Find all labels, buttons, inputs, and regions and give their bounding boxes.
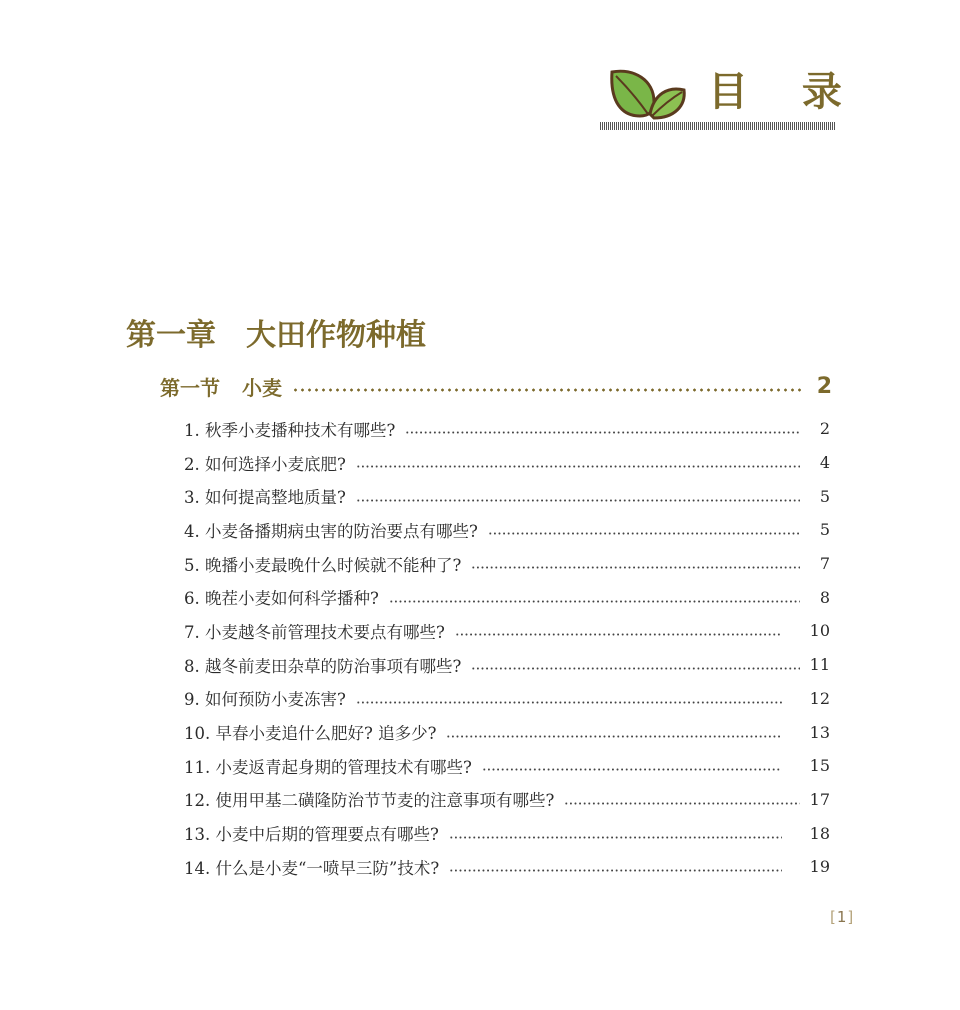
entry-page-number: 5	[819, 520, 830, 540]
dot-leader	[356, 701, 782, 704]
page-number	[830, 908, 854, 926]
dot-leader	[449, 869, 782, 872]
entry-title: 8. 越冬前麦田杂草的防治事项有哪些?	[184, 656, 462, 676]
entry-title: 9. 如何预防小麦冻害?	[184, 690, 346, 710]
toc-entry[interactable]	[184, 816, 830, 850]
dot-leader	[488, 532, 800, 535]
entry-page-number: 7	[819, 554, 830, 574]
dot-leader	[564, 802, 800, 805]
dot-leader	[471, 667, 800, 670]
dot-leader	[292, 388, 802, 392]
toc-entry[interactable]	[184, 682, 830, 716]
toc-entry[interactable]	[184, 648, 830, 682]
entry-title: 2. 如何选择小麦底肥?	[184, 454, 346, 474]
toc-entry[interactable]	[184, 412, 830, 446]
entry-title: 4. 小麦备播期病虫害的防治要点有哪些?	[184, 521, 478, 541]
entry-page-number: 4	[819, 453, 830, 473]
page-number-value: 1	[836, 908, 848, 926]
entry-title: 12. 使用甲基二磺隆防治节节麦的注意事项有哪些?	[184, 791, 555, 811]
toc-entry[interactable]	[184, 850, 830, 884]
dot-leader	[471, 566, 800, 569]
dot-leader	[389, 600, 800, 603]
entry-title: 7. 小麦越冬前管理技术要点有哪些?	[184, 622, 445, 642]
entry-title: 3. 如何提高整地质量?	[184, 488, 346, 508]
chapter-heading[interactable]	[126, 316, 426, 356]
toc-entry[interactable]	[184, 749, 830, 783]
entry-page-number: 11	[809, 655, 830, 675]
entry-page-number: 13	[809, 722, 830, 742]
entry-page-number: 18	[809, 823, 830, 843]
entry-page-number: 2	[819, 419, 830, 439]
toc-entry[interactable]	[184, 783, 830, 817]
entry-title: 14. 什么是小麦“一喷早三防”技术?	[184, 858, 440, 878]
entry-page-number: 12	[809, 688, 830, 708]
section-title: 小麦	[242, 375, 282, 400]
entry-page-number: 8	[819, 587, 830, 607]
toc-entry[interactable]	[184, 513, 830, 547]
entry-page-number: 5	[819, 486, 830, 506]
dot-leader	[446, 735, 782, 738]
entry-title: 11. 小麦返青起身期的管理技术有哪些?	[184, 757, 472, 777]
entry-title: 10. 早春小麦追什么肥好? 追多少?	[184, 724, 437, 744]
entry-title: 6. 晚茬小麦如何科学播种?	[184, 589, 379, 609]
chapter-title: 大田作物种植	[246, 318, 426, 353]
dot-leader	[455, 633, 782, 636]
section-number: 第一节	[160, 375, 220, 400]
dot-leader	[482, 768, 782, 771]
dot-leader	[356, 465, 800, 468]
toc-entry-list	[184, 412, 830, 884]
entry-page-number: 10	[809, 621, 830, 641]
entry-page-number: 19	[809, 857, 830, 877]
toc-title: 目 录	[708, 69, 862, 115]
dot-leader	[405, 431, 800, 434]
header-rule	[600, 122, 836, 130]
chapter-number: 第一章	[126, 318, 216, 353]
toc-entry[interactable]	[184, 547, 830, 581]
entry-page-number: 15	[809, 756, 830, 776]
entry-title: 1. 秋季小麦播种技术有哪些?	[184, 420, 396, 440]
toc-entry[interactable]	[184, 446, 830, 480]
entry-title: 13. 小麦中后期的管理要点有哪些?	[184, 825, 439, 845]
section-label	[160, 372, 282, 401]
dot-leader	[356, 499, 800, 502]
toc-header	[600, 62, 862, 134]
entry-page-number: 17	[809, 789, 830, 809]
toc-entry[interactable]	[184, 614, 830, 648]
page-number-bracket-left: [	[830, 908, 837, 926]
section-entry[interactable]	[160, 370, 832, 402]
dot-leader	[449, 836, 782, 839]
toc-entry[interactable]	[184, 479, 830, 513]
section-page-number: 2	[816, 373, 832, 399]
leaf-icon	[604, 66, 688, 120]
entry-title: 5. 晚播小麦最晚什么时候就不能种了?	[184, 555, 462, 575]
toc-entry[interactable]	[184, 715, 830, 749]
toc-entry[interactable]	[184, 580, 830, 614]
page-number-bracket-right: ]	[847, 908, 855, 926]
